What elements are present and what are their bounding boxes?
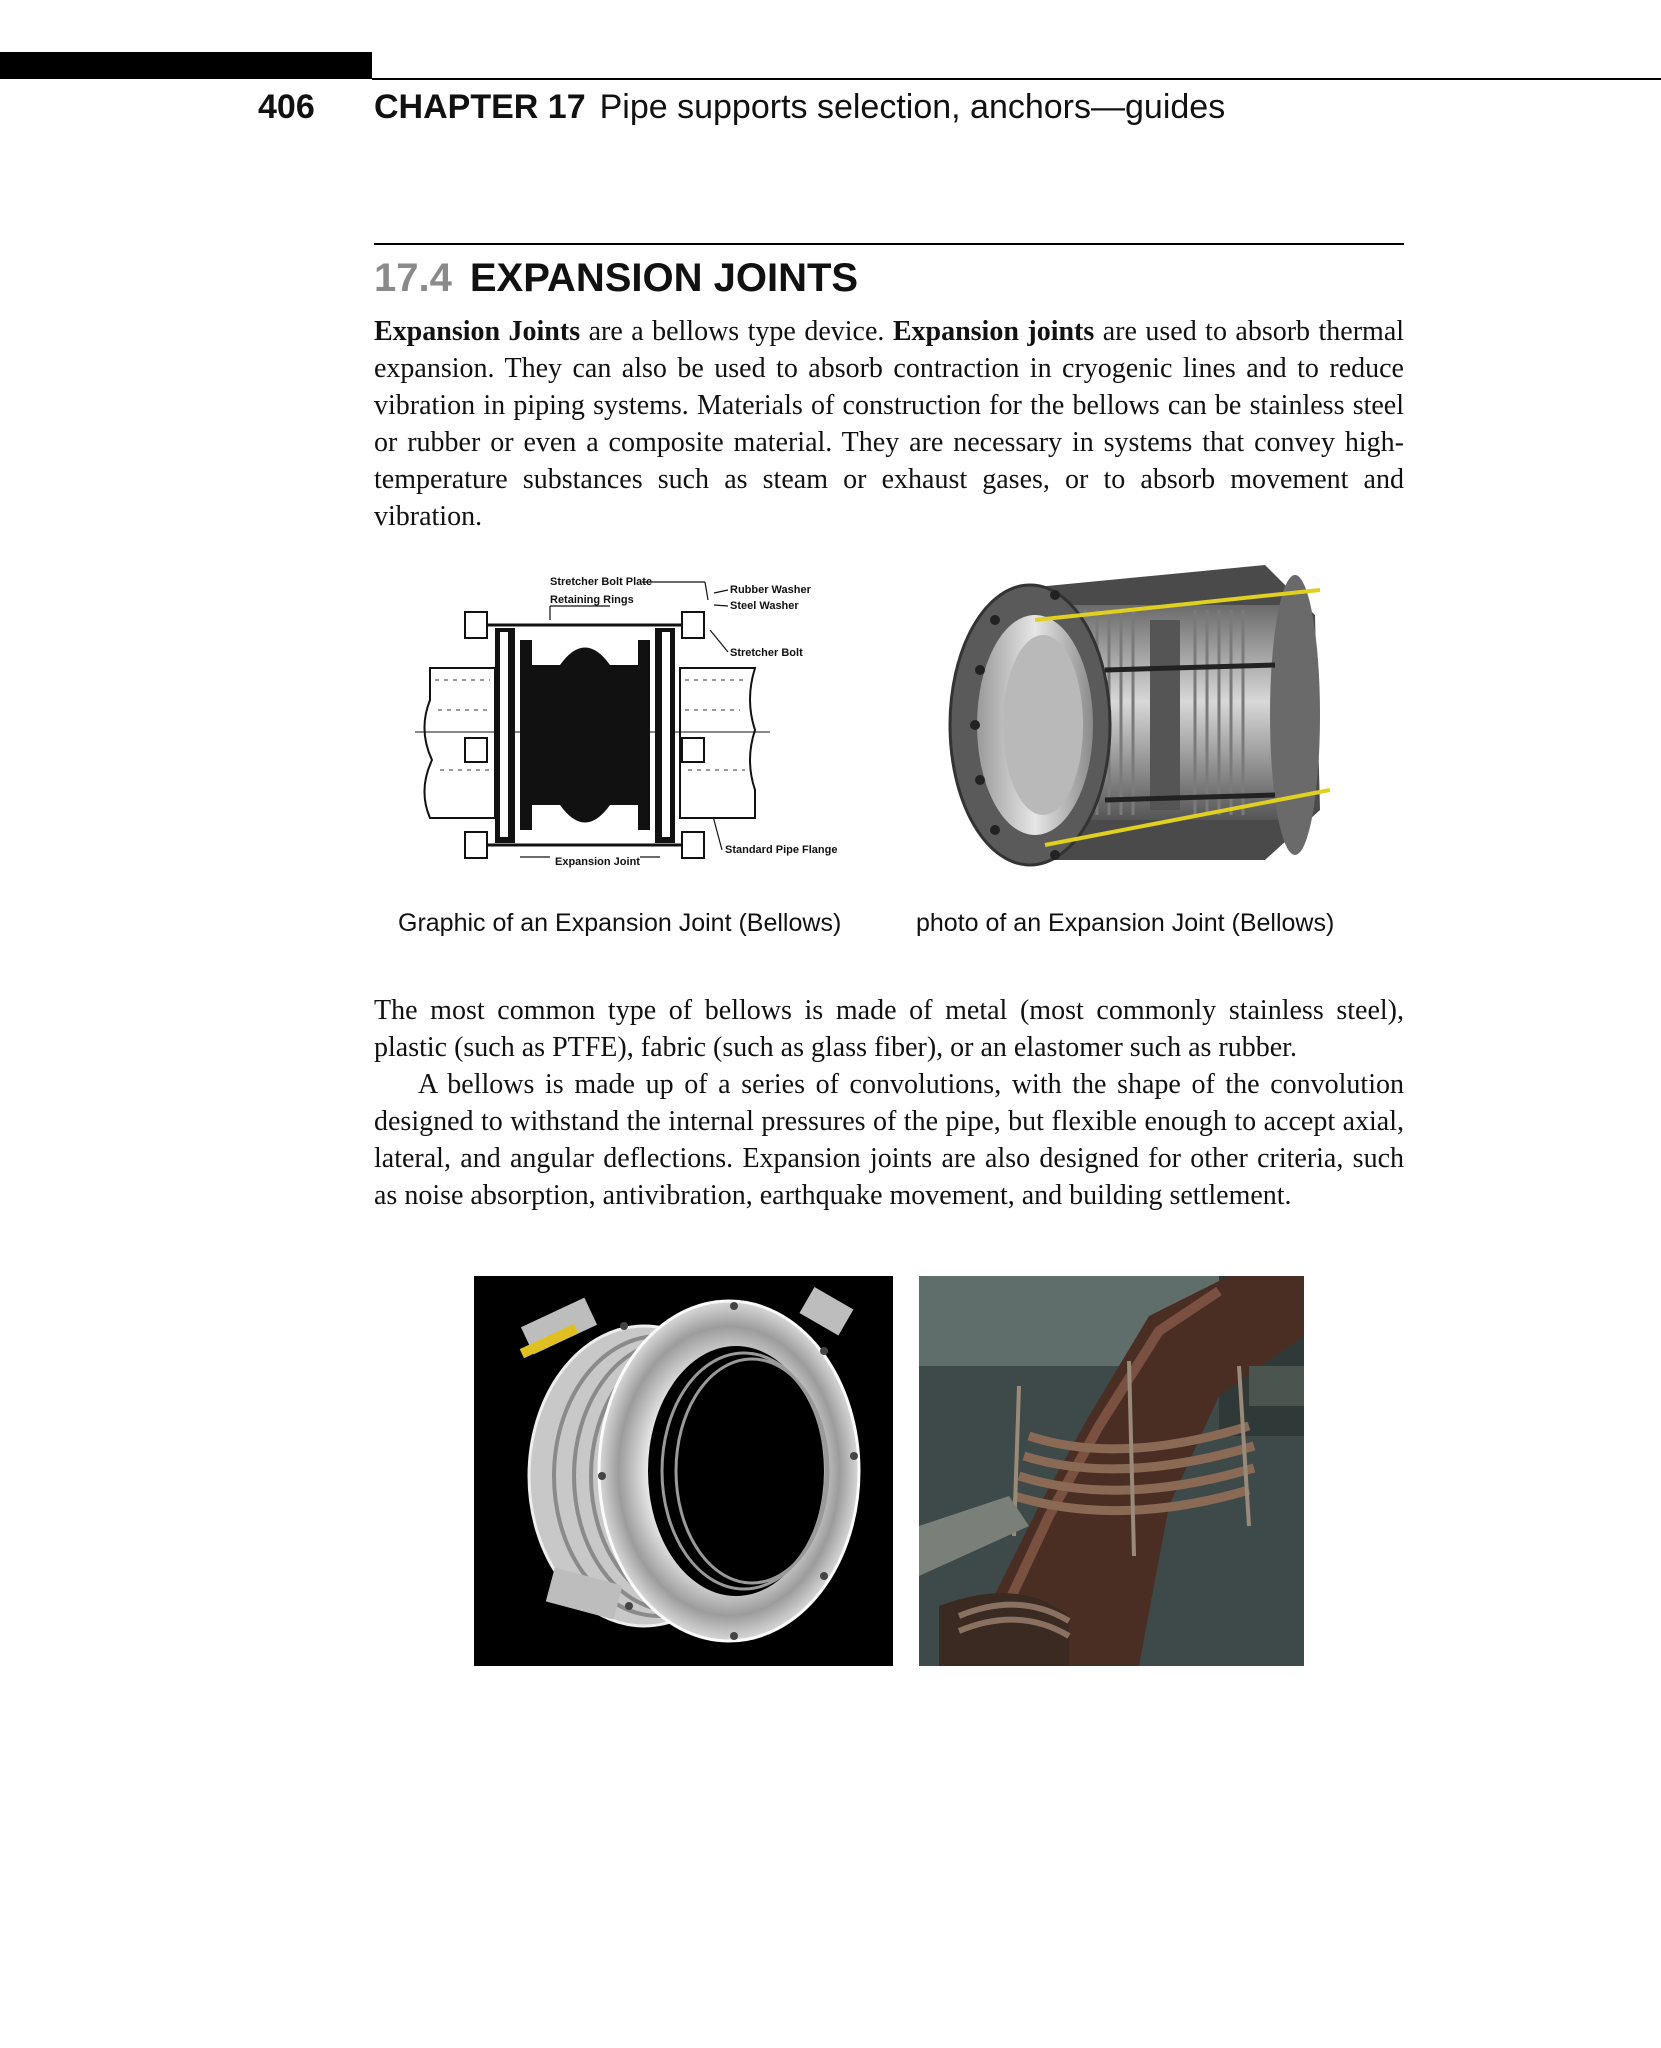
intro-text-2: are used to absorb thermal expansion. They can also be used to absorb contraction in cryogenic lines and to reduce vibration in piping systems. Materials of construction for the bellows can be stainless steel or rubber or even a composite material. They are necessary in systems that convey high-temperature substances such as steam or exhaust gases, or to absorb movement and vibration. xyxy=(374,316,1405,532)
installed-expansion-joint-photo xyxy=(919,1276,1304,1666)
label-stretcher-bolt: Stretcher Bolt xyxy=(730,647,803,659)
top-rule xyxy=(372,78,1661,80)
materials-paragraph: The most common type of bellows is made of metal (most commonly stainless steel), plastic (such as PTFE), fabric (such as glass fiber), or an elastomer such as rubber. xyxy=(374,995,1404,1063)
term-expansion-joints: Expansion Joints xyxy=(374,316,581,347)
graphic-caption: Graphic of an Expansion Joint (Bellows) xyxy=(398,909,842,937)
convolutions-paragraph: A bellows is made up of a series of convolutions, with the shape of the convolution designed to withstand the internal pressures of the pipe, but flexible enough to accept axial, lateral, and angular deflections. Expansion joints are also designed for other criteria, such as noise absorption, antivibration, earthquake movement, and building settlement. xyxy=(374,1069,1404,1211)
label-rubber-washer: Rubber Washer xyxy=(730,584,811,596)
section-title: EXPANSION JOINTS xyxy=(469,256,859,300)
chapter-label: CHAPTER 17 xyxy=(374,88,586,126)
intro-paragraph xyxy=(374,313,1404,535)
running-head xyxy=(374,88,1225,127)
intro-text-1: are a bellows type device. xyxy=(580,316,893,347)
top-black-bar xyxy=(0,52,372,79)
term-expansion-joints-2: Expansion joints xyxy=(892,316,1095,347)
expansion-joint-diagram xyxy=(410,560,880,880)
section-rule xyxy=(374,243,1404,245)
label-standard-pipe-flange: Standard Pipe Flange xyxy=(725,844,838,856)
label-stretcher-bolt-plate: Stretcher Bolt Plate xyxy=(550,576,653,588)
photo-caption: photo of an Expansion Joint (Bellows) xyxy=(916,909,1335,937)
label-retaining-rings: Retaining Rings xyxy=(550,594,634,606)
chapter-title: Pipe supports selection, anchors—guides xyxy=(599,88,1226,126)
label-expansion-joint: Expansion Joint xyxy=(555,856,640,868)
section-number: 17.4 xyxy=(374,256,452,300)
page-number: 406 xyxy=(258,88,315,126)
section-heading xyxy=(374,256,858,301)
expansion-joint-photo xyxy=(935,560,1355,880)
label-steel-washer: Steel Washer xyxy=(730,600,799,612)
stainless-bellows-photo xyxy=(474,1276,893,1666)
